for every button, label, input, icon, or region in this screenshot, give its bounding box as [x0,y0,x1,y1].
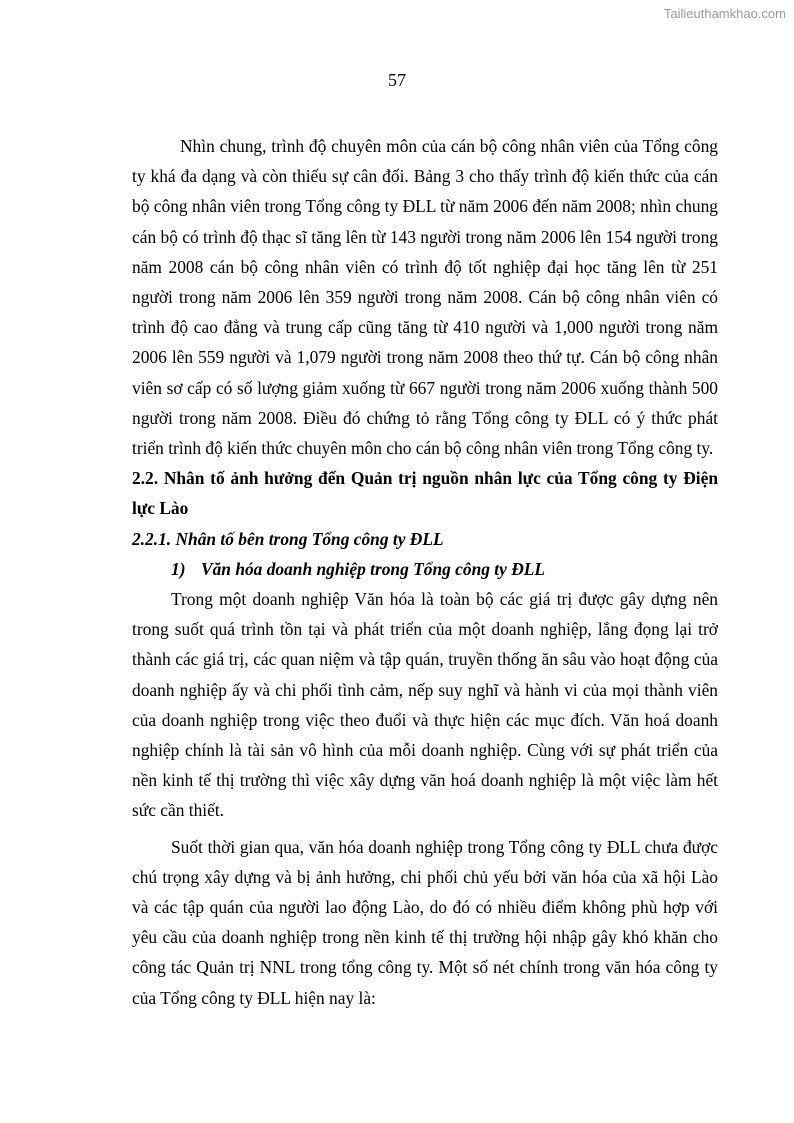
list-item-heading [132,554,718,584]
paragraph-summary: Nhìn chung, trình độ chuyên môn của cán bộ công nhân viên của Tổng công ty khá đa dạng và còn thiếu sự cân đối. Bảng 3 cho thấy trình độ kiến thức của cán bộ công nhân viên trong Tổng công ty ĐLL từ năm 2006 đến năm 2008; nhìn chung cán bộ có trình độ thạc sĩ tăng lên từ 143 người trong năm 2006 lên 154 người trong năm 2008 cán bộ công nhân viên có trình độ tốt nghiệp đại học tăng lên từ 251 người trong năm 2006 lên 359 người trong năm 2008. Cán bộ công nhân viên có trình độ cao đẳng và trung cấp cũng tăng từ 410 người và 1,000 người trong năm 2006 lên 559 người và 1,079 người trong năm 2008 theo thứ tự. Cán bộ công nhân viên sơ cấp có số lượng giảm xuống từ 667 người trong năm 2006 xuống thành 500 người trong năm 2008. Điều đó chứng tỏ rằng Tổng công ty ĐLL có ý thức phát triển trình độ kiến thức chuyên môn cho cán bộ công nhân viên trong Tổng công ty. [132,136,718,459]
paragraph-culture-edl: Suốt thời gian qua, văn hóa doanh nghiệp trong Tổng công ty ĐLL chưa được chú trọng xây dựng và bị ảnh hưởng, chi phối chủ yếu bởi văn hóa của xã hội Lào và các tập quán của người lao động Lào, do đó có nhiều điểm không phù hợp với yêu cầu của doanh nghiệp trong nền kinh tế thị trường hội nhập gây khó khăn cho công tác Quản trị NNL trong tổng công ty. Một số nét chính trong văn hóa công ty của Tổng công ty ĐLL hiện nay là: [132,836,718,1008]
watermark-text: Tailieuthamkhao.com [663,6,786,21]
paragraph-culture-definition: Trong một doanh nghiệp Văn hóa là toàn bộ các giá trị được gây dựng nên trong suốt quá trình tồn tại và phát triển của một doanh nghiệp, lắng đọng lại trở thành các giá trị, các quan niệm và tập quán, truyền thống ăn sâu vào hoạt động của doanh nghiệp ấy và chi phối tình cảm, nếp suy nghĩ và hành vi của mọi thành viên của doanh nghiệp trong việc theo đuổi và thực hiện các mục đích. Văn hoá doanh nghiệp chính là tài sản vô hình của mỗi doanh nghiệp. Cùng với sự phát triển của nền kinh tế thị trường thì việc xây dựng văn hoá doanh nghiệp là một việc làm hết sức cần thiết. [132,589,718,821]
subsection-heading-2-2-1: 2.2.1. Nhân tố bên trong Tổng công ty ĐLL [132,528,444,549]
list-item-title: Văn hóa doanh nghiệp trong Tổng công ty ĐLL [201,558,546,579]
document-body [132,131,718,1013]
list-item-number: 1) [171,558,186,579]
page-number: 57 [388,70,406,90]
section-heading-2-2: 2.2. Nhân tố ảnh hưởng đến Quản trị nguồn nhân lực của Tổng công ty Điện lực Lào [132,468,718,519]
